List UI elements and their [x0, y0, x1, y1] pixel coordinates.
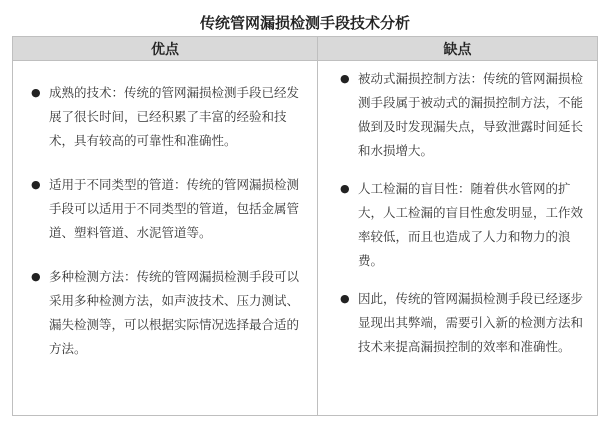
cons-item-text: 因此，传统的管网漏损检测手段已经逐步显现出其弊端，需要引入新的检测方法和技术来提高漏损控制的效率和准确性。 — [358, 291, 584, 354]
header-cons: 缺点 — [443, 41, 472, 58]
cons-list — [340, 67, 587, 359]
cons-item-text: 被动式漏损控制方法：传统的管网漏损检测手段属于被动式的漏损控制方法，不能做到及时发现漏失点，导致泄露时间延长和水损增大。 — [358, 71, 584, 158]
bullet-icon: ● — [31, 86, 41, 99]
table-title: 传统管网漏损检测手段技术分析 — [199, 13, 410, 32]
bullet-icon: ● — [340, 72, 350, 85]
cons-column — [318, 61, 597, 415]
pros-column — [13, 61, 318, 415]
comparison-table — [12, 36, 598, 416]
pros-item — [31, 265, 307, 361]
table-header-row — [13, 37, 597, 61]
pros-item-text: 多种检测方法：传统的管网漏损检测手段可以采用多种检测方法，如声波技术、压力测试、漏失检测等，可以根据实际情况选择最合适的方法。 — [49, 269, 300, 356]
pros-list — [31, 81, 307, 361]
pros-item-text: 成熟的技术：传统的管网漏损检测手段已经发展了很长时间，已经积累了丰富的经验和技术，具有较高的可靠性和准确性。 — [49, 85, 300, 148]
bullet-icon: ● — [340, 292, 350, 305]
cons-item — [340, 287, 587, 359]
bullet-icon: ● — [31, 178, 41, 191]
cons-item — [340, 177, 587, 273]
header-pros: 优点 — [13, 37, 318, 60]
pros-item — [31, 81, 307, 153]
cons-item — [340, 67, 587, 163]
bullet-icon: ● — [31, 270, 41, 283]
pros-item-text: 适用于不同类型的管道：传统的管网漏损检测手段可以适用于不同类型的管道，包括金属管道、塑料管道、水泥管道等。 — [49, 177, 300, 240]
pros-item — [31, 173, 307, 245]
cons-item-text: 人工检漏的盲目性：随着供水管网的扩大，人工检漏的盲目性愈发明显，工作效率较低，而且也造成了人力和物力的浪费。 — [358, 181, 584, 268]
bullet-icon: ● — [340, 182, 350, 195]
